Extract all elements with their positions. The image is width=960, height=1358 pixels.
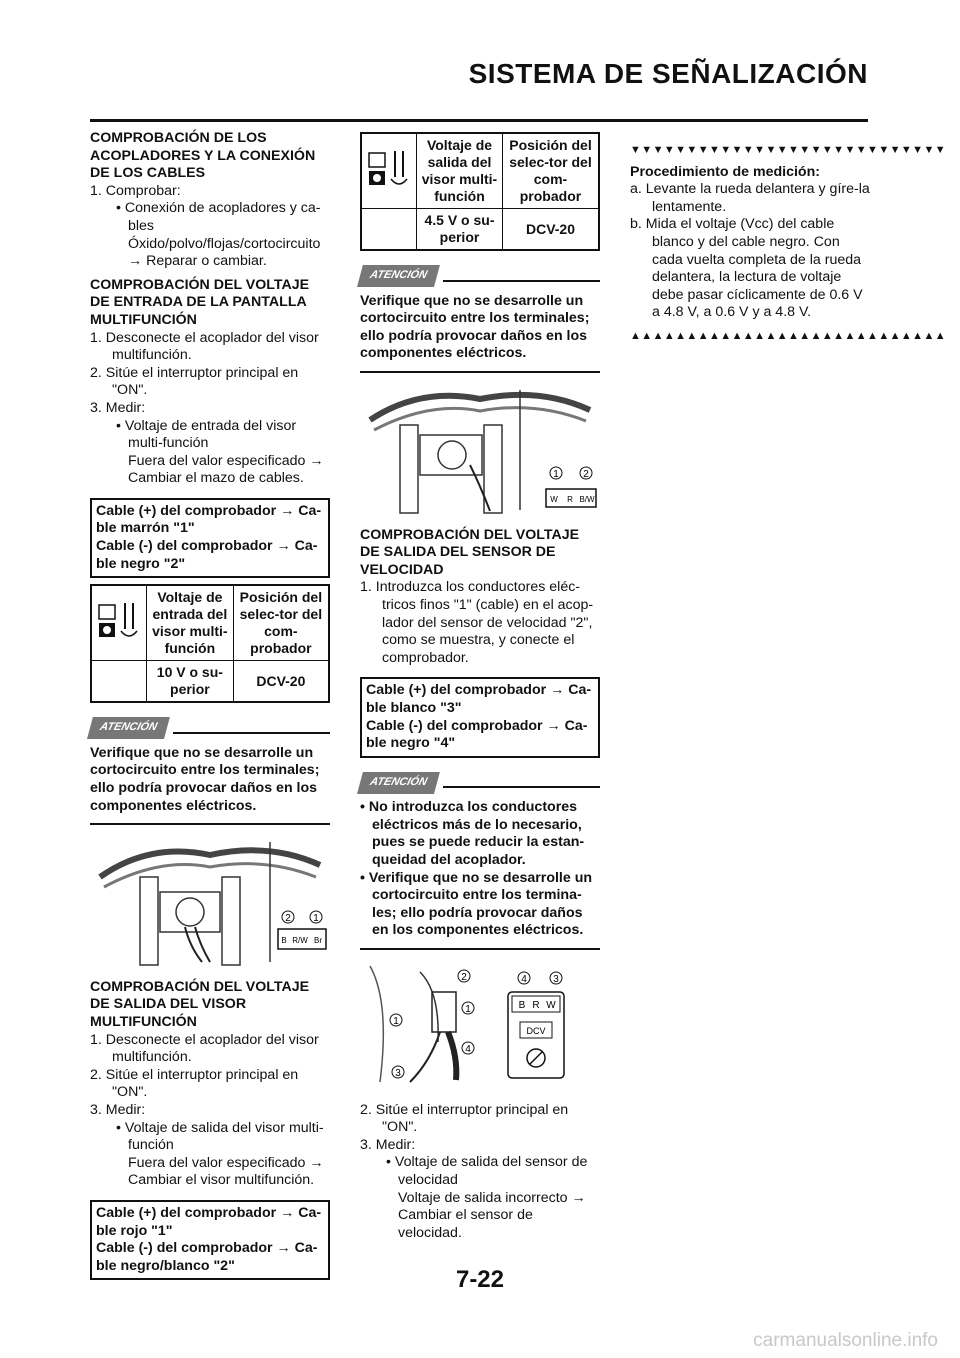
attention-text: Verifique que no se desarrolle un cortocircuito entre los terminales; ello podría provocar daños en los componentes eléctricos.: [90, 744, 320, 814]
tester-line: Cable (+) del comprobador → Ca-ble blanco "3": [366, 682, 592, 716]
wire-label: W: [550, 494, 558, 504]
attention-badge: ATENCIÓN: [357, 772, 439, 794]
sub-text: Voltaje de salida incorrecto → Cambiar el sensor de velocidad.: [398, 1189, 586, 1241]
step: 3. Medir:: [360, 1136, 416, 1153]
step: 3. Medir:: [90, 399, 146, 416]
tester-line: Cable (+) del comprobador → Ca-ble rojo "1": [96, 1204, 322, 1239]
table-header: Posición del selec-tor del com-probador: [502, 133, 599, 209]
callout-label: 4: [521, 974, 527, 986]
terminal-label: W: [546, 1000, 556, 1012]
callout-label: 2: [285, 913, 291, 925]
watermark: carmanualsonline.info: [753, 1330, 938, 1351]
table-cell: DCV-20: [233, 661, 329, 703]
illustration-tester-connection: [360, 962, 600, 1096]
wire-label: R: [567, 494, 573, 504]
callout-label: 1: [553, 468, 559, 480]
spec-table: [360, 132, 600, 251]
bullet: • Voltaje de salida del visor multi-función: [116, 1119, 324, 1154]
table-cell: 4.5 V o su-perior: [417, 209, 503, 251]
illustration-speed-sensor-connector: [360, 385, 600, 521]
step: 2. Sitúe el interruptor principal en "ON".: [90, 364, 299, 399]
procedure-end-marker: ▲▲▲▲▲▲▲▲▲▲▲▲▲▲▲▲▲▲▲▲▲▲▲▲▲▲▲▲: [630, 329, 947, 342]
callout-label: 2: [583, 468, 589, 480]
table-header: Voltaje de entrada del visor multi-función: [147, 585, 234, 661]
terminal-label: R: [532, 1000, 540, 1012]
column-left: [90, 130, 330, 1280]
tester-line: Cable (-) del comprobador → Ca-ble negro "2": [96, 538, 318, 572]
tester-line: Cable (-) del comprobador → Ca-ble negro "4": [366, 717, 588, 752]
procedure-start-marker: ▼▼▼▼▼▼▼▼▼▼▼▼▼▼▼▼▼▼▼▼▼▼▼▼▼▼▼▼: [630, 144, 947, 156]
attention-block: [90, 717, 330, 825]
tester-line: Cable (+) del comprobador → Ca-ble marrón "1": [96, 502, 322, 537]
callout-label: 3: [553, 974, 559, 986]
callout-label: 2: [461, 972, 467, 984]
procedure-title: Procedimiento de medición:: [630, 163, 820, 180]
table-header: Voltaje de salida del visor multi-función: [417, 133, 503, 209]
table-cell: 10 V o su-perior: [147, 661, 234, 703]
header-rule: [90, 119, 868, 122]
step: 2. Sitúe el interruptor principal en "ON".: [90, 1066, 299, 1101]
page-title: SISTEMA DE SEÑALIZACIÓN: [468, 58, 868, 89]
wire-label: B: [281, 936, 287, 946]
wire-label: B/W: [579, 494, 595, 504]
section-title: COMPROBACIÓN DE LOS ACOPLADORES Y LA CONEXIÓN DE LOS CABLES: [90, 130, 316, 182]
sub-text: Óxido/polvo/flojas/cortocircuito → Reparar o cambiar.: [128, 235, 321, 270]
step: 1. Comprobar:: [90, 182, 181, 199]
meter-icon-cell: [361, 133, 417, 209]
sub-text: Fuera del valor especificado → Cambiar el visor multifunción.: [128, 1154, 324, 1189]
step: 2. Sitúe el interruptor principal en "ON".: [360, 1101, 569, 1136]
step: 3. Medir:: [90, 1101, 146, 1118]
step: 1. Desconecte el acoplador del visor multifunción.: [90, 1031, 319, 1066]
attention-text: • Verifique que no se desarrolle un cortocircuito entre los termina-les; ello podría provocar daños en los componentes eléctricos.: [360, 869, 593, 939]
meter-icon-cell: [91, 585, 147, 661]
illustration-display-connector: [90, 837, 330, 973]
table-cell: DCV-20: [502, 209, 599, 251]
tester-box: [360, 677, 600, 757]
section-title: COMPROBACIÓN DEL VOLTAJE DE SALIDA DEL SENSOR DE VELOCIDAD: [360, 526, 580, 578]
tester-line: Cable (-) del comprobador → Ca-ble negro/blanco "2": [96, 1240, 318, 1274]
bullet: • Voltaje de salida del sensor de velocidad: [386, 1154, 588, 1188]
column-right: [630, 130, 947, 346]
section-title: COMPROBACIÓN DEL VOLTAJE DE SALIDA DEL VISOR MULTIFUNCIÓN: [90, 978, 310, 1030]
callout-label: 3: [395, 1068, 401, 1080]
attention-block: [360, 772, 600, 950]
tester-box: [90, 498, 330, 578]
page-number: 7-22: [455, 1266, 505, 1293]
section-title: COMPROBACIÓN DEL VOLTAJE DE ENTRADA DE LA PANTALLA MULTIFUNCIÓN: [90, 276, 310, 328]
table-header: Posición del selec-tor del com-probador: [233, 585, 329, 661]
bullet: • Voltaje de entrada del visor multi-función: [116, 417, 297, 452]
attention-badge: ATENCIÓN: [87, 717, 169, 739]
terminal-label: B: [518, 1000, 526, 1012]
callout-label: 1: [313, 913, 319, 925]
callout-label: 1: [393, 1016, 399, 1028]
multimeter-icon: [97, 601, 141, 641]
procedure-step: a. Levante la rueda delantera y gíre-la lentamente.: [630, 181, 870, 215]
callout-label: 4: [465, 1044, 471, 1056]
attention-text: • No introduzca los conductores eléctricos más de lo necesario, pues se puede reducir la estan-queidad del acoplador.: [360, 799, 585, 869]
sub-text: Fuera del valor especificado → Cambiar el mazo de cables.: [128, 452, 324, 487]
attention-block: [360, 265, 600, 373]
step: 1. Introduzca los conductores eléc-tricos finos "1" (cable) en el acop-lador del sensor de velocidad "2", como se muestra, y conecte el comprobador.: [360, 579, 594, 666]
attention-text: Verifique que no se desarrolle un cortocircuito entre los terminales; ello podría provocar daños en los componentes eléctricos.: [360, 292, 590, 362]
step: 1. Desconecte el acoplador del visor multifunción.: [90, 329, 319, 364]
attention-badge: ATENCIÓN: [357, 265, 439, 287]
column-middle: [360, 130, 600, 1242]
procedure-step: b. Mida el voltaje (Vcc) del cable blanco y del cable negro. Con cada vuelta completa de la rueda delantera, la lectura de voltaje debe pasar cíclicamente de 0.6 V a 4.8 V, a 0.6 V y a 4.8 V.: [630, 216, 863, 321]
multimeter-icon: [367, 149, 411, 189]
meter-mode-label: DCV: [526, 1026, 546, 1037]
spec-table: [90, 584, 330, 703]
bullet: • Conexión de acopladores y ca-bles: [116, 200, 321, 234]
wire-label: Br: [314, 936, 322, 946]
callout-label: 1: [465, 1004, 471, 1016]
wire-label: R/W: [292, 936, 308, 946]
